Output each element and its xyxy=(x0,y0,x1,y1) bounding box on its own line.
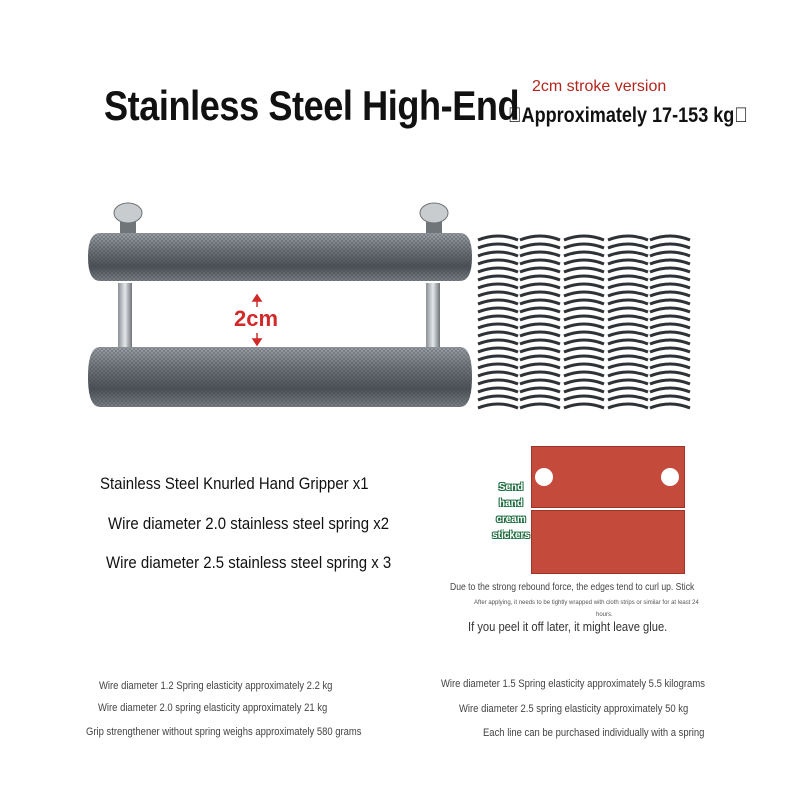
spring-2 xyxy=(520,236,560,408)
springs-image xyxy=(472,232,692,412)
contents-item-spring-2-5: Wire diameter 2.5 stainless steel spring x 3 xyxy=(106,553,392,572)
load-range-label:  Approximately 17-153 kg  xyxy=(508,104,748,127)
sticker-gift-label: Send hand cream stickers xyxy=(492,482,530,541)
sticker-note-main: Due to the strong rebound force, the edges tend to curl up. Stick xyxy=(450,582,695,593)
gripper-rod-right xyxy=(426,283,440,353)
sticker-hole-right xyxy=(661,468,679,486)
gripper-rod-left xyxy=(118,283,132,353)
spring-4 xyxy=(608,236,648,408)
spec-right-3: Each line can be purchased individually with a spring xyxy=(483,727,705,739)
spec-left-3: Grip strengthener without spring weighs approximately 580 grams xyxy=(86,726,362,738)
spec-left-1: Wire diameter 1.2 Spring elasticity approximately 2.2 kg xyxy=(99,680,333,692)
gripper-knob-right xyxy=(420,203,448,235)
sticker-note-glue: If you peel it off later, it might leave glue. xyxy=(468,619,668,634)
spring-1 xyxy=(478,236,518,408)
gripper-knob-left xyxy=(114,203,142,235)
stroke-measure-label: 2cm xyxy=(234,306,279,331)
hand-gripper-image xyxy=(80,195,480,420)
gripper-bottom-handle xyxy=(88,336,472,407)
sticker-hole-left xyxy=(535,468,553,486)
sticker-note-small-hours: hours. xyxy=(596,612,613,618)
product-title: Stainless Steel High-End xyxy=(104,82,520,129)
spring-3 xyxy=(564,236,604,408)
sticker-note-small: After applying, it needs to be tightly wrapped with cloth strips or similar for at least 24 xyxy=(474,600,699,606)
gripper-top-handle xyxy=(88,233,472,292)
spec-right-2: Wire diameter 2.5 spring elasticity approximately 50 kg xyxy=(459,703,689,715)
sticker-top xyxy=(531,446,685,508)
contents-item-spring-2-0: Wire diameter 2.0 stainless steel spring x2 xyxy=(108,514,390,533)
spring-5 xyxy=(650,236,690,408)
spec-right-1: Wire diameter 1.5 Spring elasticity approximately 5.5 kilograms xyxy=(441,678,705,690)
stroke-version-label: 2cm stroke version xyxy=(532,78,667,95)
sticker-bottom xyxy=(531,510,685,574)
spec-left-2: Wire diameter 2.0 spring elasticity approximately 21 kg xyxy=(98,702,328,714)
contents-item-gripper: Stainless Steel Knurled Hand Gripper x1 xyxy=(100,474,369,493)
